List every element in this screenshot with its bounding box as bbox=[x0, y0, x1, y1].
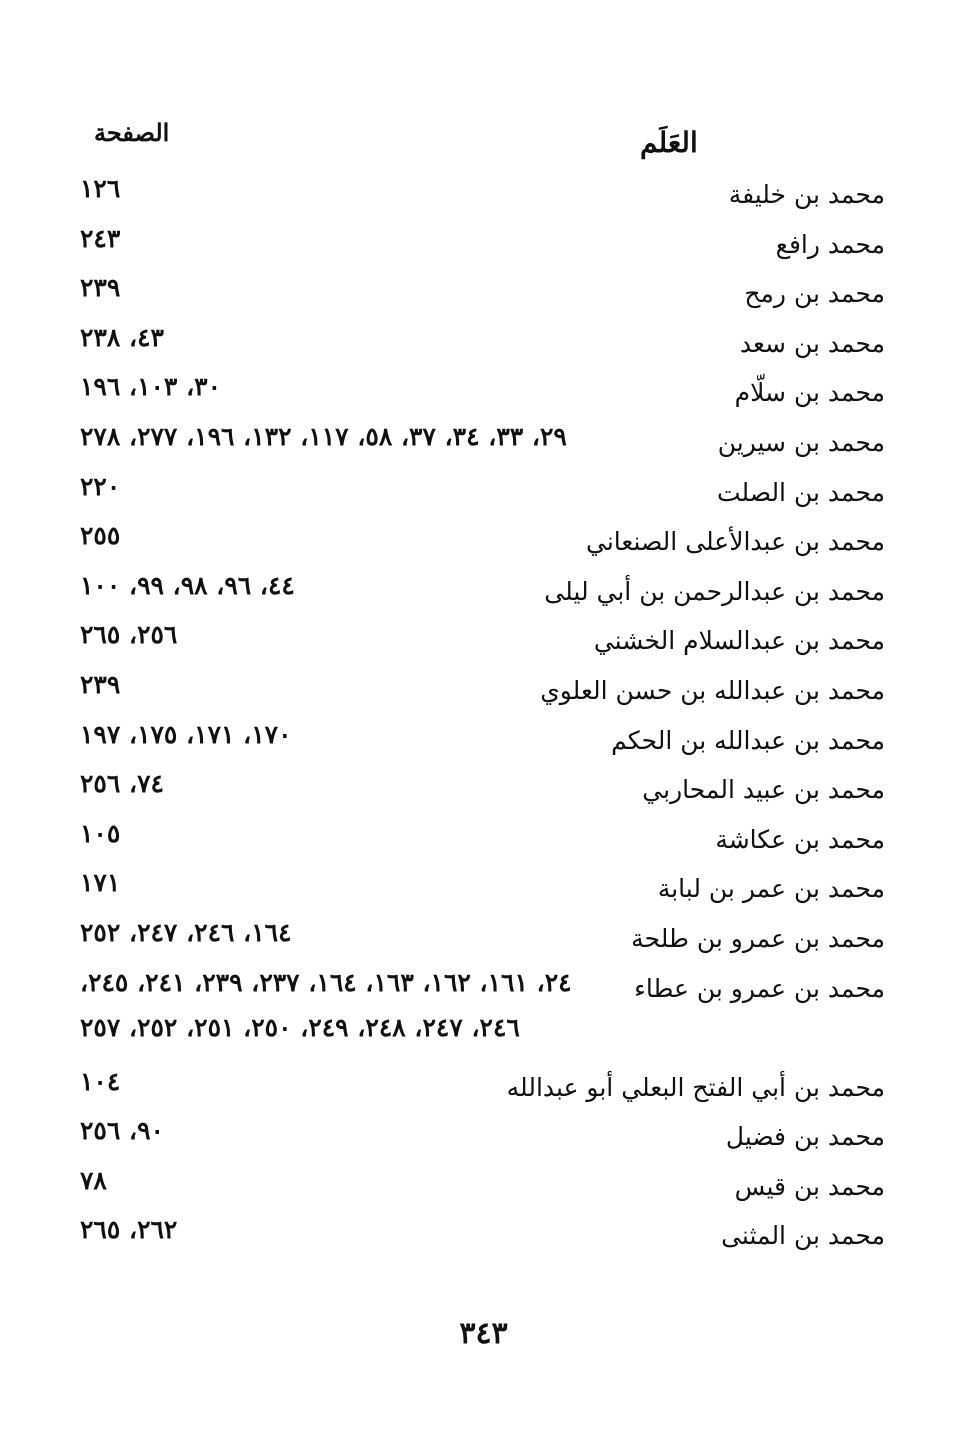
entry-name: محمد بن أبي الفتح البعلي أبو عبدالله bbox=[506, 1072, 885, 1102]
index-entry bbox=[80, 964, 885, 1014]
entry-name: محمد بن قيس bbox=[734, 1171, 885, 1201]
entry-name: محمد بن فضيل bbox=[725, 1122, 885, 1152]
index-entry bbox=[80, 517, 885, 567]
entry-name: محمد بن عبدالأعلى الصنعاني bbox=[585, 527, 885, 557]
entry-pages: ٤٣، ٢٣٨ bbox=[80, 322, 164, 352]
entry-pages: ١٢٦ bbox=[80, 174, 121, 203]
entry-name: محمد بن سيرين bbox=[717, 427, 885, 457]
entry-name: محمد بن سعد bbox=[739, 328, 885, 358]
entry-name: محمد بن عمرو بن طلحة bbox=[631, 923, 885, 953]
entry-name: محمد بن عبيد المحاربي bbox=[642, 775, 885, 805]
index-entry bbox=[80, 1211, 885, 1261]
index-entry bbox=[80, 567, 885, 617]
entry-pages: ٢٢٠ bbox=[80, 471, 121, 501]
entry-pages: ٢٥٦، ٢٦٥ bbox=[80, 620, 178, 650]
index-entry bbox=[80, 1162, 885, 1212]
entry-name: محمد بن عمر بن لبابة bbox=[657, 874, 885, 904]
entry-name: محمد بن خليفة bbox=[728, 180, 885, 209]
index-header bbox=[80, 118, 885, 168]
entry-pages: ٢٣٩ bbox=[80, 273, 121, 303]
entry-name: محمد بن عمرو بن عطاء bbox=[634, 973, 885, 1003]
index-entry bbox=[80, 368, 885, 418]
entry-name: محمد بن عبدالرحمن بن أبي ليلى bbox=[544, 576, 885, 606]
index-entry bbox=[80, 418, 885, 468]
entry-name: محمد بن عكاشة bbox=[715, 824, 885, 854]
page-number: ٣٤٣ bbox=[459, 1316, 508, 1351]
index-entries bbox=[80, 170, 885, 1261]
entry-name: محمد بن عبدالله بن حسن العلوي bbox=[540, 675, 885, 705]
entry-pages: ١٧٠، ١٧١، ١٧٥، ١٩٧ bbox=[80, 719, 292, 749]
entry-pages: ٢٩، ٣٣، ٣٤، ٣٧، ٥٨، ١١٧، ١٣٢، ١٩٦، ٢٧٧، ٢٧٨ bbox=[80, 421, 567, 451]
index-entry bbox=[80, 468, 885, 518]
entry-name: محمد بن عبدالسلام الخشني bbox=[593, 626, 885, 656]
index-entry bbox=[80, 666, 885, 716]
index-entry bbox=[80, 864, 885, 914]
entry-name: محمد بن المثنى bbox=[721, 1221, 885, 1251]
index-entry bbox=[80, 1112, 885, 1162]
index-entry bbox=[80, 914, 885, 964]
name-column-heading: العَلَم bbox=[640, 126, 698, 159]
index-entry bbox=[80, 716, 885, 766]
entry-pages: ٢٤٣ bbox=[80, 223, 121, 253]
entry-name: محمد بن عبدالله بن الحكم bbox=[611, 725, 885, 755]
entry-pages: ٢٦٢، ٢٦٥ bbox=[80, 1215, 178, 1245]
entry-pages: ١٦٤، ٢٤٦، ٢٤٧، ٢٥٢ bbox=[80, 917, 292, 947]
entry-pages: ٢٥٥ bbox=[80, 521, 121, 551]
index-entry bbox=[80, 815, 885, 865]
index-entry bbox=[80, 765, 885, 815]
entry-pages: ١٠٥ bbox=[80, 818, 121, 848]
entry-pages: ٢٤، ١٦١، ١٦٢، ١٦٣، ١٦٤، ٢٣٧، ٢٣٩، ٢٤١، ٢٤٥، bbox=[80, 967, 572, 997]
index-entry bbox=[80, 616, 885, 666]
entry-name: محمد بن رمح bbox=[744, 279, 885, 309]
entry-pages: ٧٤، ٢٥٦ bbox=[80, 769, 164, 799]
index-entry bbox=[80, 269, 885, 319]
entry-pages: ٣٠، ١٠٣، ١٩٦ bbox=[80, 372, 222, 402]
page-column-heading: الصفحة bbox=[94, 118, 170, 147]
index-entry bbox=[80, 220, 885, 270]
index-entry bbox=[80, 170, 885, 220]
entry-name: محمد رافع bbox=[775, 229, 885, 259]
entry-name: محمد بن الصلت bbox=[716, 477, 885, 507]
entry-pages: ٧٨ bbox=[80, 1165, 107, 1195]
entry-name: محمد بن سلّام bbox=[734, 378, 885, 408]
index-entry bbox=[80, 319, 885, 369]
entry-pages: ١٧١ bbox=[80, 868, 121, 898]
entry-pages: ٢٤٦، ٢٤٧، ٢٤٨، ٢٤٩، ٢٥٠، ٢٥١، ٢٥٢، ٢٥٧ bbox=[80, 1013, 520, 1043]
entry-pages: ٢٣٩ bbox=[80, 669, 121, 699]
index-entry bbox=[80, 1063, 885, 1113]
entry-pages: ١٠٤ bbox=[80, 1066, 121, 1096]
index-entry-continuation bbox=[80, 1013, 885, 1063]
entry-pages: ٩٠، ٢٥٦ bbox=[80, 1116, 164, 1146]
entry-pages: ٤٤، ٩٦، ٩٨، ٩٩، ١٠٠ bbox=[80, 570, 295, 600]
